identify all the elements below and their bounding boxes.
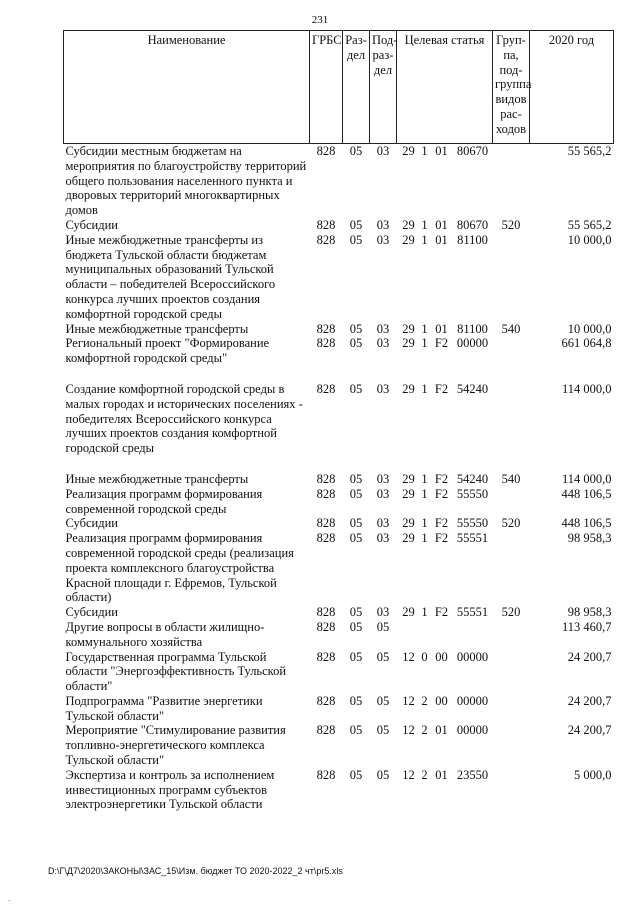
row-amount: 24 200,7 xyxy=(567,693,612,708)
table-row xyxy=(64,531,614,605)
target-article-part: F2 xyxy=(434,516,449,531)
target-article-part: 1 xyxy=(421,516,428,531)
header-target-article: Целевая статья xyxy=(397,31,493,144)
target-article-part: 1 xyxy=(421,471,428,486)
target-article-part: F2 xyxy=(434,486,449,501)
row-name: Субсидии местным бюджетам на мероприятия по благоустройству территорий общего пользования населенного пункта и дворовых территорий многоквартирных домов xyxy=(65,144,307,218)
row-target-article xyxy=(397,723,493,767)
target-article-part: 2 xyxy=(421,693,428,708)
target-article-part: 01 xyxy=(435,144,448,158)
target-article-part: 1 xyxy=(421,144,428,158)
row-podrazdel: 03 xyxy=(376,471,390,486)
row-podrazdel: 03 xyxy=(376,516,390,531)
row-amount: 113 460,7 xyxy=(561,619,612,634)
target-article-part: 81100 xyxy=(457,321,488,336)
row-name: Экспертиза и контроль за исполнением инвестиционных программ субъектов электроэнергетики Тульской области xyxy=(65,767,275,812)
table-row xyxy=(64,694,614,724)
target-article-part: 29 xyxy=(402,321,415,336)
row-podrazdel: 03 xyxy=(376,531,390,546)
row-target-article xyxy=(397,768,493,812)
row-razdel: 05 xyxy=(349,232,363,247)
row-razdel: 05 xyxy=(349,767,363,782)
row-amount: 55 565,2 xyxy=(567,144,612,158)
target-article-part: 80670 xyxy=(456,144,489,158)
target-article-part: 00 xyxy=(435,693,448,708)
row-target-article xyxy=(397,472,493,487)
row-podrazdel: 05 xyxy=(376,723,390,738)
table-body xyxy=(64,144,614,813)
row-target-article xyxy=(397,144,493,218)
target-article-part: 0 xyxy=(421,649,428,664)
target-article-part: 1 xyxy=(421,232,428,247)
row-amount: 5 000,0 xyxy=(574,767,612,782)
target-article-part: 80670 xyxy=(456,217,489,232)
row-amount: 114 000,0 xyxy=(561,381,612,396)
row-razdel: 05 xyxy=(349,471,363,486)
row-razdel: 05 xyxy=(349,619,363,634)
row-expense-group xyxy=(493,723,530,767)
row-grbs: 828 xyxy=(316,321,336,336)
target-article-part: 12 xyxy=(402,723,415,738)
row-name: Иные межбюджетные трансферты из бюджета Тульской области бюджетам муниципальных образований Тульской области – победителей Всероссийского конкурса лучших проектов создания комфортной городской среды xyxy=(65,232,276,321)
row-expense-group xyxy=(493,233,530,322)
table-row xyxy=(64,144,614,218)
header-year: 2020 год xyxy=(530,31,614,144)
row-grbs: 828 xyxy=(316,723,336,738)
target-article-part: 1 xyxy=(421,381,428,396)
target-article-part: F2 xyxy=(434,381,449,396)
row-amount: 98 958,3 xyxy=(567,605,612,620)
row-grbs: 828 xyxy=(316,767,336,782)
row-razdel: 05 xyxy=(349,649,363,664)
row-name: Государственная программа Тульской области "Энергоэффективность Тульской области" xyxy=(65,649,287,694)
target-article-part: 55551 xyxy=(456,531,489,546)
target-article-part: 29 xyxy=(402,531,415,546)
row-target-article xyxy=(397,694,493,724)
target-article-part: 55550 xyxy=(456,516,489,531)
header-grbs: ГРБС xyxy=(310,31,343,144)
target-article-part: 2 xyxy=(421,723,428,738)
row-podrazdel: 05 xyxy=(376,649,390,664)
row-expense-group: 540 xyxy=(501,471,521,486)
row-target-article xyxy=(397,322,493,337)
row-amount: 10 000,0 xyxy=(567,232,612,247)
target-article-part: 23550 xyxy=(456,767,489,782)
row-target-article xyxy=(397,233,493,322)
margin-mark: - xyxy=(8,896,11,905)
row-name: Иные межбюджетные трансферты xyxy=(65,471,249,486)
table-row xyxy=(64,605,614,620)
row-razdel: 05 xyxy=(349,321,363,336)
row-podrazdel: 03 xyxy=(376,232,390,247)
row-razdel: 05 xyxy=(349,531,363,546)
row-razdel: 05 xyxy=(349,516,363,531)
row-target-article xyxy=(397,516,493,531)
table-row xyxy=(64,768,614,812)
target-article-part: 29 xyxy=(402,232,415,247)
page-number: 231 xyxy=(311,14,329,26)
table-row xyxy=(64,650,614,694)
target-article-part: 2 xyxy=(421,767,428,782)
row-amount: 24 200,7 xyxy=(567,649,612,664)
row-expense-group xyxy=(493,382,530,456)
row-razdel: 05 xyxy=(349,381,363,396)
spacer-row xyxy=(64,456,614,472)
row-name: Подпрограмма "Развитие энергетики Тульской области" xyxy=(65,693,263,723)
row-expense-group xyxy=(493,144,530,218)
table-row xyxy=(64,336,614,366)
row-target-article xyxy=(397,382,493,456)
target-article-part: 00000 xyxy=(456,336,489,351)
target-article-part: 29 xyxy=(402,471,415,486)
table-row xyxy=(64,322,614,337)
row-name: Субсидии xyxy=(65,516,118,531)
target-article-part: 01 xyxy=(435,321,448,336)
target-article-part: 12 xyxy=(402,767,415,782)
row-name: Реализация программ формирования современной городской среды (реализация проекта комплексного благоустройства Красной площади г. Ефремов, Тульской области) xyxy=(65,531,294,605)
target-article-part: 01 xyxy=(435,232,448,247)
row-podrazdel: 05 xyxy=(376,619,390,634)
row-target-article xyxy=(397,218,493,233)
row-name: Региональный проект "Формирование комфортной городской среды" xyxy=(65,336,270,366)
target-article-part: 00000 xyxy=(456,649,489,664)
row-grbs: 828 xyxy=(316,471,336,486)
budget-table xyxy=(63,30,614,812)
target-article-part: 01 xyxy=(435,767,448,782)
target-article-part: 1 xyxy=(421,321,428,336)
table-row xyxy=(64,620,614,650)
row-amount: 448 106,5 xyxy=(561,516,612,531)
target-article-part: 29 xyxy=(402,336,415,351)
row-name: Иные межбюджетные трансферты xyxy=(65,321,249,336)
row-podrazdel: 03 xyxy=(376,144,390,158)
target-article-part: 12 xyxy=(402,649,415,664)
target-article-part: 81100 xyxy=(457,232,488,247)
row-podrazdel: 03 xyxy=(376,217,390,232)
row-grbs: 828 xyxy=(316,486,336,501)
row-amount: 55 565,2 xyxy=(567,217,612,232)
row-razdel: 05 xyxy=(349,693,363,708)
row-grbs: 828 xyxy=(316,693,336,708)
row-grbs: 828 xyxy=(316,217,336,232)
row-amount: 448 106,5 xyxy=(561,486,612,501)
target-article-part: 1 xyxy=(421,217,428,232)
row-razdel: 05 xyxy=(349,336,363,351)
row-expense-group xyxy=(493,487,530,517)
spacer-row xyxy=(64,366,614,382)
row-expense-group: 520 xyxy=(501,217,521,232)
target-article-part: 54240 xyxy=(456,471,489,486)
row-name: Создание комфортной городской среды в малых городах и исторических поселениях - победителях Всероссийского конкурса лучших проектов создания комфортной городской среды xyxy=(65,381,303,456)
row-target-article xyxy=(397,487,493,517)
row-grbs: 828 xyxy=(316,336,336,351)
target-article-part: 1 xyxy=(421,486,428,501)
table-row xyxy=(64,233,614,322)
row-grbs: 828 xyxy=(316,619,336,634)
row-grbs: 828 xyxy=(316,605,336,620)
target-article-part: 55550 xyxy=(456,486,489,501)
row-amount: 10 000,0 xyxy=(567,321,612,336)
target-article-part: F2 xyxy=(434,531,449,546)
header-podrazdel: Под-раз-дел xyxy=(370,31,397,144)
target-article-part: 29 xyxy=(402,605,415,620)
row-target-article xyxy=(397,605,493,620)
row-name: Мероприятие "Стимулирование развития топливно-энергетического комплекса Тульской области" xyxy=(65,723,286,768)
target-article-part: F2 xyxy=(434,471,449,486)
row-podrazdel: 05 xyxy=(376,767,390,782)
row-target-article xyxy=(397,620,493,650)
target-article-part: 29 xyxy=(402,381,415,396)
target-article-part: 00000 xyxy=(456,723,489,738)
table-row xyxy=(64,472,614,487)
target-article-part: 01 xyxy=(435,723,448,738)
row-grbs: 828 xyxy=(316,381,336,396)
target-article-part: 1 xyxy=(421,605,428,620)
row-amount: 98 958,3 xyxy=(567,531,612,546)
row-expense-group: 520 xyxy=(501,605,521,620)
row-razdel: 05 xyxy=(349,723,363,738)
row-target-article xyxy=(397,531,493,605)
row-podrazdel: 05 xyxy=(376,693,390,708)
target-article-part: 12 xyxy=(402,693,415,708)
table-row xyxy=(64,487,614,517)
table-row xyxy=(64,723,614,767)
row-razdel: 05 xyxy=(349,605,363,620)
row-expense-group xyxy=(493,768,530,812)
row-name: Другие вопросы в области жилищно-коммунального хозяйства xyxy=(65,619,265,649)
target-article-part: F2 xyxy=(434,336,449,351)
row-podrazdel: 03 xyxy=(376,381,390,396)
row-grbs: 828 xyxy=(316,531,336,546)
target-article-part: 29 xyxy=(402,516,415,531)
table-row xyxy=(64,218,614,233)
spacer-cell xyxy=(64,366,614,382)
row-razdel: 05 xyxy=(349,486,363,501)
target-article-part: 00 xyxy=(435,649,448,664)
target-article-part: 54240 xyxy=(456,381,489,396)
row-razdel: 05 xyxy=(349,217,363,232)
row-expense-group: 540 xyxy=(501,321,521,336)
target-article-part: 00000 xyxy=(456,693,489,708)
file-path-footer: D:\Г\Д7\2020\ЗАКОНЫ\ЗАС_15\Изм. бюджет ТО 2020-2022_2 чт\pr5.xls xyxy=(48,866,343,876)
table-row xyxy=(64,516,614,531)
header-razdel: Раз-дел xyxy=(343,31,370,144)
row-podrazdel: 03 xyxy=(376,605,390,620)
header-expense-group: Груп-па, под-группа видов рас-ходов xyxy=(493,31,530,144)
target-article-part: 29 xyxy=(402,144,415,158)
row-expense-group: 520 xyxy=(501,516,521,531)
spacer-cell xyxy=(64,456,614,472)
table-row xyxy=(64,382,614,456)
target-article-part: 1 xyxy=(421,531,428,546)
row-podrazdel: 03 xyxy=(376,321,390,336)
row-target-article xyxy=(397,336,493,366)
row-name: Субсидии xyxy=(65,605,118,620)
row-grbs: 828 xyxy=(316,144,336,158)
target-article-part: 01 xyxy=(435,217,448,232)
row-expense-group xyxy=(493,531,530,605)
target-article-part: 55551 xyxy=(456,605,489,620)
row-amount: 24 200,7 xyxy=(567,723,612,738)
target-article-part: 29 xyxy=(402,217,415,232)
row-grbs: 828 xyxy=(316,516,336,531)
row-target-article xyxy=(397,650,493,694)
row-name: Субсидии xyxy=(65,217,118,232)
row-grbs: 828 xyxy=(316,649,336,664)
row-expense-group xyxy=(493,620,530,650)
row-expense-group xyxy=(493,650,530,694)
row-expense-group xyxy=(493,336,530,366)
target-article-part: F2 xyxy=(434,605,449,620)
row-expense-group xyxy=(493,694,530,724)
row-amount: 114 000,0 xyxy=(561,471,612,486)
target-article-part: 29 xyxy=(402,486,415,501)
row-grbs: 828 xyxy=(316,232,336,247)
header-name: Наименование xyxy=(64,31,310,144)
target-article-part: 1 xyxy=(421,336,428,351)
row-podrazdel: 03 xyxy=(376,336,390,351)
row-razdel: 05 xyxy=(349,144,363,158)
row-podrazdel: 03 xyxy=(376,486,390,501)
row-name: Реализация программ формирования современной городской среды xyxy=(65,486,263,516)
table-header-row xyxy=(64,31,614,144)
row-amount: 661 064,8 xyxy=(561,336,612,351)
